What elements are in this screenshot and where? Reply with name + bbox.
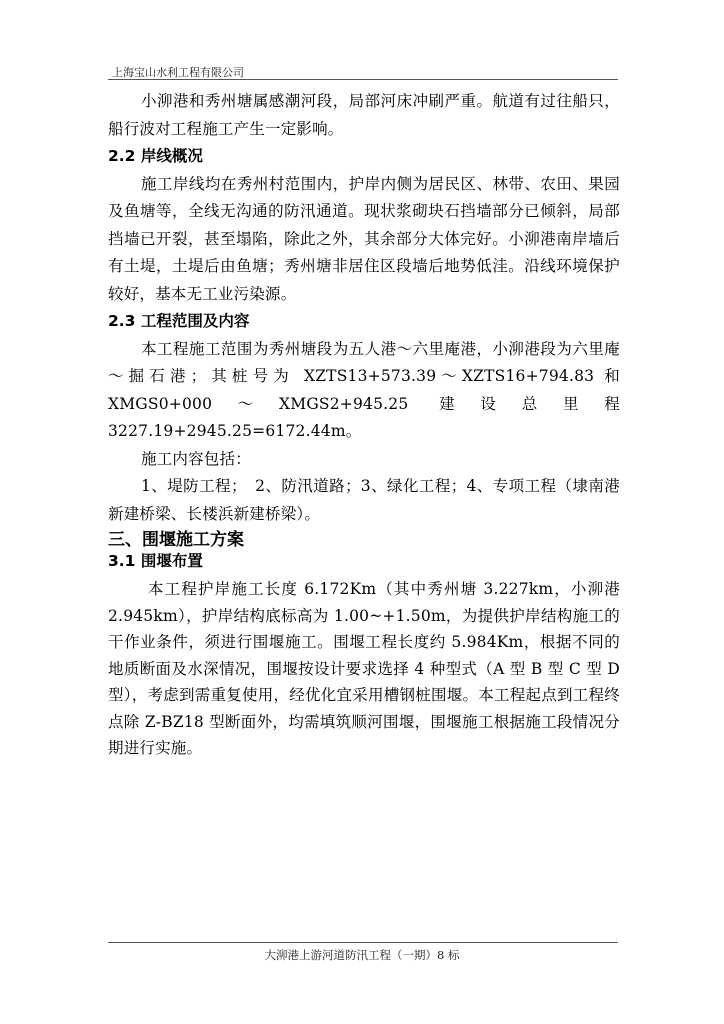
header-divider [108,79,618,80]
chapter-heading-3: 三、围堰施工方案 [108,530,244,550]
section-heading-2-2: 2.2 岸线概况 [108,147,203,165]
paragraph-scope: 本工程施工范围为秀州塘段为五人港～六里庵港，小泖港段为六里庵～掘石港；其桩号为 XZTS13+573.39～XZTS16+794.83 和 XMGS0+000～XMGS2+945.25 建设总里程 3227.19+2945.25=6172.44m。 [108,339,620,440]
page-header-company: 上海宝山水利工程有限公司 [112,66,244,79]
section-heading-2-3: 2.3 工程范围及内容 [108,312,250,330]
footer-divider [108,942,618,943]
document-body [108,88,620,762]
paragraph-cofferdam-layout: 本工程护岸施工长度 6.172Km（其中秀州塘 3.227km，小泖港 2.945km），护岸结构底标高为 1.00~+1.50m，为提供护岸结构施工的干作业条件，须进行围堰施工。围堰工程长度约 5.984Km，根据不同的地质断面及水深情况，围堰按设计要求选择 4 种型式（A 型 B 型 C 型 D 型），考虑到需重复使用，经优化宜采用槽钢桩围堰。本工程起点到工程终点除 Z-BZ18 型断面外，均需填筑顺河围堰，围堰施工根据施工段情况分期进行实施。 [108,580,620,757]
page-footer-project: 大泖港上游河道防汛工程（一期）8 标 [264,948,460,962]
paragraph-tidal-impact: 小泖港和秀州塘属感潮河段，局部河床冲刷严重。航道有过往船只，船行波对工程施工产生一定影响。 [108,92,620,138]
section-heading-3-1: 3.1 围堰布置 [108,552,203,570]
paragraph-contents-intro: 施工内容包括： [141,449,251,468]
paragraph-contents-list: 1、堤防工程； 2、防汛道路；3、绿化工程；4、专项工程（埭南港新建桥梁、长楼浜新建桥梁）。 [108,477,620,523]
paragraph-shoreline: 施工岸线均在秀州村范围内，护岸内侧为居民区、林带、农田、果园及鱼塘等，全线无沟通的防汛通道。现状浆砌块石挡墙部分已倾斜，局部挡墙已开裂，甚至塌陷，除此之外，其余部分大体完好。小泖港南岸墙后有土堤，土堤后由鱼塘；秀州塘非居住区段墙后地势低洼。沿线环境保护较好，基本无工业污染源。 [108,174,620,303]
